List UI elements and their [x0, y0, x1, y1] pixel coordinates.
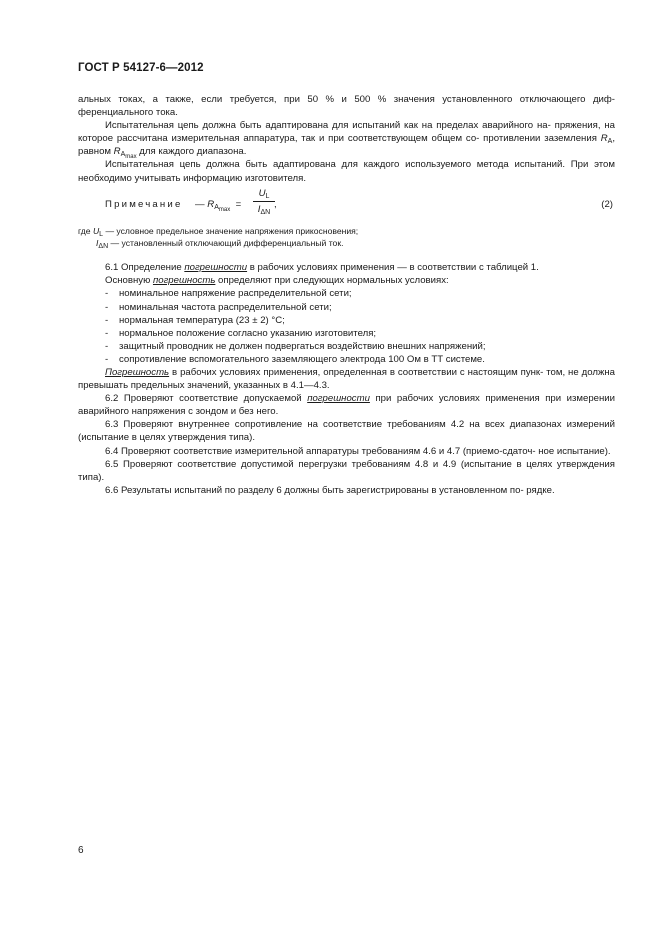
subscript-a: A	[607, 138, 613, 146]
clause-6-5: 6.5 Проверяют соответствие допустимой перегрузки требованиям 4.8 и 4.9 (испытание в целях утверждения типа).	[78, 458, 615, 483]
fraction-denominator: $I_{\Delta N}$	[257, 203, 271, 216]
error-limit-paragraph: Погрешность в рабочих условиях применения, определенная в соответствии с настоящим пунк- том, не должна превышать предельных значений, указанных в 4.1—4.3.	[78, 367, 615, 392]
page-number: 6	[78, 845, 84, 856]
paragraph-continuation: альных токах, а также, если требуется, при 50 % и 500 % значения установленного отключающего диф- ференциального тока.	[78, 94, 615, 119]
formula-fraction	[253, 187, 275, 216]
clause-6-6: 6.6 Результаты испытаний по разделу 6 должны быть зарегистрированы в установленном по- рядке.	[105, 484, 555, 496]
document-body	[78, 93, 615, 497]
condition-item: - номинальное напряжение распределительной сети;	[105, 288, 352, 300]
condition-item: - защитный проводник не должен подвергаться воздействию внешних напряжений;	[105, 340, 486, 352]
condition-item: - сопротивление вспомогательного заземляющего электрода 100 Ом в ТТ системе.	[105, 353, 485, 365]
condition-item: - номинальная частота распределительной сети;	[105, 301, 332, 313]
paragraph-test-circuit: Испытательная цепь должна быть адаптирована для испытаний как на пределах аварийного на- пряжения, на которое рассчитана измерительная аппаратура, так и при соответствующем общем со- противлении заземления $R_A$, равном $R_{A_{max}}$ для каждого диапазона.	[78, 120, 615, 161]
basic-error-intro: Основную погрешность определяют при следующих нормальных условиях:	[105, 275, 449, 287]
where-ul: где $U_L$ — условное предельное значение напряжения прикосновения;	[78, 225, 359, 238]
clause-6-1: 6.1 Определение погрешности в рабочих условиях применения — в соответствии с таблицей 1.	[105, 262, 539, 274]
clause-6-4: 6.4 Проверяют соответствие измерительной аппаратуры требованиям 4.6 и 4.7 (приемо-сдаточ- ное испытание).	[105, 445, 611, 457]
paragraph-test-methods: Испытательная цепь должна быть адаптирована для каждого используемого метода испытаний. При этом необходимо учитывать информацию изготовителя.	[78, 159, 615, 184]
equation-number: (2)	[601, 198, 613, 210]
symbol-r: R	[600, 133, 608, 145]
subscript-amax: Amax	[120, 151, 137, 161]
note-label: Примечание	[105, 198, 183, 210]
clause-6-3: 6.3 Проверяют внутреннее сопротивление на соответствие требованиям 4.2 на всех диапазонах измерений (испытание в целях утверждения типа).	[78, 419, 615, 444]
clause-6-2: 6.2 Проверяют соответствие допускаемой погрешности при рабочих условиях применения при измерении аварийного напряжения с зондом и без него.	[78, 393, 615, 418]
formula-comma: ,	[274, 198, 277, 210]
condition-item: - нормальная температура (23 ± 2) °С;	[105, 314, 285, 326]
condition-item: - нормальное положение согласно указанию изготовителя;	[105, 327, 377, 339]
symbol-r-amax: R	[113, 146, 121, 158]
formula-lhs: — $R_{A_{max}}$ =	[195, 198, 242, 213]
note-formula	[78, 187, 615, 221]
fraction-numerator: $U_L$	[253, 187, 275, 202]
where-block	[78, 225, 615, 250]
document-header: ГОСТ Р 54127-6—2012	[78, 62, 204, 74]
where-idn: $I_{\Delta N}$ — установленный отключающий дифференциальный ток.	[96, 237, 344, 250]
